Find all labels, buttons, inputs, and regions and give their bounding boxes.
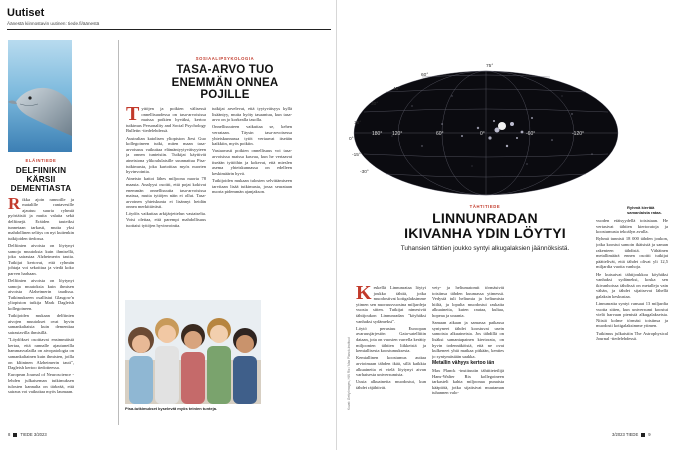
- galaxy-col2: [432, 285, 504, 425]
- equality-col2: [212, 106, 292, 296]
- equality-col2-p1: tutkijat arvelevat, että tyytyväisyys kyllä lisääntyy, mutta hyöty tasaantuu, kun tasa-arvo on jo korkealla tasolla.: [212, 106, 292, 123]
- equality-header: [150, 56, 300, 102]
- lat-label-neg30: -30°: [360, 170, 369, 175]
- galaxy-dropcap: K: [356, 285, 372, 304]
- galaxy-col2-p3: Max Planck -instituutin tähtitieteilijä Hans-Walter Rix kollegoineen tarkasteli kahta miljoonaa punaista kääpiötä, jotka sijaitsivat muutaman tuhannen valo-: [432, 367, 504, 396]
- right-footer: [612, 432, 651, 437]
- equality-col2-p2: Onnellisuuteen vaikuttaa se, kehen verrataan. Täysin tasa-arvoisessa yhteiskunnassa tytöt vertaavat itseään kaikkiin, myös poikiin.: [212, 124, 292, 147]
- dolphin-photo: [8, 40, 72, 152]
- photo-credit-text: Kuvat: Getty Images, HW Rix / Max Planck-Instituut: [347, 337, 351, 410]
- lat-label-75: 75°: [486, 64, 494, 69]
- galaxy-subhead: Metallin vähyys kertoo iän: [432, 360, 495, 367]
- equality-col2-p3: Vastaavasti poikien onnellisuus voi tasa-arvoisissa maissa kasvaa, kun he vertaavat itseään tyttöihin ja kokevat, että mieslen asema yhteiskunnassa on edelleen keskimäärin hyvä.: [212, 148, 292, 176]
- galaxy-deck: Tuhansien tähtien joukko syntyi alkugalaksien jäännöksistä.: [400, 245, 570, 252]
- lat-label-15: 15°: [354, 121, 362, 126]
- dolphin-p5: "Löydökset osoittavat ensimmäistä kertaa, että rannalle ajautuneilla hammasvalailla on aivopatologia on samankaltainen kuin ihmisten, joilla on kliininen Alzheimerin tauti", Dagleish kertoo tiedotteessa.: [8, 337, 74, 371]
- galaxy-col3-p4: Linnunratta syntyi runsaat 13 miljardia vuotta sitten, kun universumi koostui vielä harvaan pienistä alkugalakseista. Niistä kolme törmäsi toisiinsa ja muodosti kotigalaksimme ytimen.: [596, 301, 668, 329]
- dolphin-article: [8, 158, 74, 428]
- teens-illustration: [125, 300, 261, 404]
- teens-photo-caption: Pisa-tutkimukset kyselevät myös teinien tunteja.: [125, 406, 218, 411]
- dolphin-intro-text: ikka ajoin rannoille ja matalille rantavesille ajautuu suuria ryhmiä pyöriäisiä ja muita valaita sekä delfiinejä. Eräiden tauteiksi tunnetaan tarkasti, mutta yksi mahdollinen selitys on nyt kuitenkin tutkijoiden tiedossa.: [8, 196, 74, 241]
- footer-square-right: [641, 433, 645, 437]
- photo-credit: [347, 300, 353, 410]
- lon-label-120: 120°: [392, 131, 403, 137]
- column-divider: [118, 40, 119, 425]
- equality-col1-p3: Aineisto kattoi lähes miljoona nuorta 78 maasta. Analyysi osoitti, että pojat kokivat enemmän onnellisuutta tasa-arvoisissa maissa, mutta tyttöjen näin ei ollut. Tasa-arvoinen yhteiskunta ei lisännyt heidän onnea merkittävästi.: [126, 176, 206, 210]
- equality-dropcap: T: [126, 106, 140, 125]
- right-issue: 3/2023: [612, 432, 625, 437]
- lon-label-0: 0°: [480, 131, 485, 137]
- galaxy-col2-p1: vety- ja heliumatomit törmäsivät toisiinsa tähden kuumassa ytimessä. Vedystä tuli heliumia ja heliumista hiiltä, ja lopulta muodostui raskaita alkuaineita, kuten rautaa, kultaa, hopeaa ja uraania.: [432, 285, 504, 318]
- dolphin-dropcap: R: [8, 193, 21, 213]
- galaxy-headline: [370, 211, 600, 241]
- galaxy-col3-p1: vuoden etäisyydellä toisistaan. He vertasivat tähtien kiertoratoja ja koostumusta tekoälyn avulla.: [596, 218, 668, 235]
- galaxy-col1-p3: Kemiallinen koostumus auttaa arvioimaan tähden ikää, sillä kaikkia alkuaineita ei vielä löytynyt aivan varhaisesta universumista.: [356, 355, 426, 378]
- lat-label-0: 0°: [349, 137, 354, 142]
- lon-label-neg120: -120°: [572, 131, 585, 137]
- dolphin-p3: Delfiinien aivoista on löytynyt samoja muutoksia kuin ihmisen aivoista Alzheimerin taudissa. Tutkimukseen osallistui Glasgow'n yliopiston tutkija Mark Dagleish kollegoineen.: [8, 278, 74, 312]
- equality-headline-line1: TASA-ARVO TUO: [176, 64, 274, 76]
- sky-map-caption: Ryhmä kiertää samanlaista rataa.: [627, 205, 662, 215]
- left-page-number: 8: [8, 432, 11, 437]
- left-issue: 3/2023: [33, 432, 47, 437]
- galaxy-col2-p2: Samaan aikaan ja samassa paikassa syntyneet tähdet koostuvat usein samoista alkuaineista. Jos tähdillä on lisäksi samantapainen kiertorata, on hyvin todennäköistä, että ne ovat kulkeneet yhtä matkaa pitkään, kenties jo syntymästään saakka.: [432, 320, 504, 359]
- lat-label-45: 45°: [393, 87, 401, 92]
- dolphin-headline: [8, 166, 74, 193]
- dolphin-kicker: ELÄINTIEDE: [25, 158, 57, 163]
- equality-col1-p1: [126, 106, 206, 134]
- dolphin-p4: Tutkijoiden mukaan delfiinien aivojen muutokset ovat hyvin samankaltaisia kuin dementiaa sairastavilla ihmisillä.: [8, 313, 74, 336]
- equality-col2-p4: Tutkijoiden mukaan tulosten selvittämiseen tarvitaan lisää tutkimusta, jossa seurataan nuoria pidemmän ajanjakson.: [212, 177, 292, 195]
- equality-kicker: SOSIAALIPSYKOLOGIA: [195, 56, 255, 61]
- dolphin-intro: [8, 193, 74, 242]
- right-page-number: 9: [648, 432, 651, 437]
- galaxy-col1: [356, 285, 426, 425]
- lon-label-neg60: -60°: [526, 131, 536, 137]
- galaxy-headline-line2: IKIVANHA YDIN LÖYTYI: [404, 225, 566, 241]
- galaxy-col1-p1-text: eskellä Linnunrataa löytyi joukko tähtiä, jotka muodostivat kotigalaksimme ytimen sen nuoruusvuosina miljardeja vuosia sitten. Tutkijat nimesivät tähtijoukon Linnunradan "köyhäksi vanhaksi sydämeksi".: [356, 285, 426, 324]
- equality-col1: [126, 106, 206, 296]
- section-subtitle: Äänestä kiinnostavin uutinen: tiede.fi/äänestä: [7, 21, 100, 26]
- galaxy-col1-p4: Uusia alkuaineita muodostui, kun tähdet räjähtivät.: [356, 379, 426, 390]
- galaxy-col1-p1: [356, 285, 426, 324]
- dolphin-headline-line2: DEMENTIASTA: [10, 183, 72, 193]
- left-footer: [8, 432, 47, 437]
- galaxy-col3-p5: Tutkimus julkaistiin The Astrophysical Journal -tiedelehdessä.: [596, 330, 668, 342]
- section-title: Uutiset: [7, 7, 45, 19]
- lon-label-60: 60°: [436, 131, 444, 137]
- galaxy-kicker: TÄHTITIEDE: [469, 204, 501, 209]
- galaxy-col3-p3: He kutsuivat tähtijoukkoa köyhäksi vanhaksi sydämeksi, koska sen ikivanhoissa tähdissä on metalleja vain vähän, ja tähdet sijaitsevat lähellä galaksin keskustaa.: [596, 271, 668, 299]
- equality-col1-p4: Löydös vaikuttaa arkijärjettelun vastaiselta. Voisi olettaa, että parempi mahdollisuus tuottaisi tyttöjen hyvinvointia.: [126, 211, 206, 228]
- left-mag-name: TIEDE: [20, 432, 33, 437]
- right-mag-name: TIEDE: [625, 432, 639, 437]
- lat-label-30: 30°: [371, 102, 379, 107]
- dolphin-p2: Delfiinien aivoista on löytynyt samoja muutoksia kuin ihmisellä, joka sairastaa Alzheimerin tautia. Tutkijat kertovat, että ryhmän johtaja voi sekoittua ja viedä koko parven harhaan.: [8, 242, 74, 276]
- teens-photo: [125, 300, 261, 404]
- dolphin-p6: European Journal of Neuroscience -lehden julkaiseman tutkimuksen tulosten kannalta on tärkeää, että sairaus voi vaikuttaa myös laumaan.: [8, 372, 74, 395]
- equality-headline: [150, 64, 300, 102]
- dolphin-illustration: [8, 40, 72, 152]
- lon-label-180: 180°: [372, 131, 383, 137]
- footer-square: [13, 433, 17, 437]
- equality-col1-p1-text: yttöjen ja poikien välisessä onnellisuudessa on tasa-arvoisissa maissa poikien hyväksi, kertoo tutkimus Personality and Social Psychology Bulletin -tiedelehdessä.: [126, 106, 206, 134]
- galaxy-col1-p2: Löytö perustuu Euroopan avaruusjärjestön Gaia-satelliitin dataan, jota on vuosien varrella kerätty miljoonien tähtien liikkeistä ja kemiallisesta koostumuksesta.: [356, 325, 426, 354]
- equality-col1-p2: Australian katolisen yliopiston Jiesi Guo kollegoineen tutki, miten maan tasa-arvoisuus vaikuttaa elämäntyytyväisyyteen ja onnen tunteisiin. Tutkijat käyttivät aineistona ylikoululaisille suunnattua Pisa-tutkimusta, joka kartoittaa myös nuorten hyvinvointia.: [126, 135, 206, 175]
- header-rule: [7, 29, 331, 30]
- galaxy-col3-p2: Ryhmä tunnisti 18 000 tähden joukon, jotka koostui samoin ikäisistä ja saman rakenteen tähdistä. Vähäinen metallimäärä ennen osoitti tutkijat päättelivät, että tähdet olivat yli 12,5 miljardia vuotta vanhoja.: [596, 236, 668, 270]
- dolphin-headline-line1: DELFIINIKIN KÄRSII: [15, 165, 67, 184]
- galaxy-header: [370, 204, 600, 252]
- galaxy-headline-line1: LINNUNRADAN: [432, 210, 538, 226]
- galaxy-col3: [596, 218, 668, 428]
- lat-label-neg15: -15°: [352, 153, 361, 158]
- equality-headline-line2: ENEMMÄN ONNEA POJILLE: [171, 76, 279, 101]
- lat-label-60: 60°: [421, 73, 429, 78]
